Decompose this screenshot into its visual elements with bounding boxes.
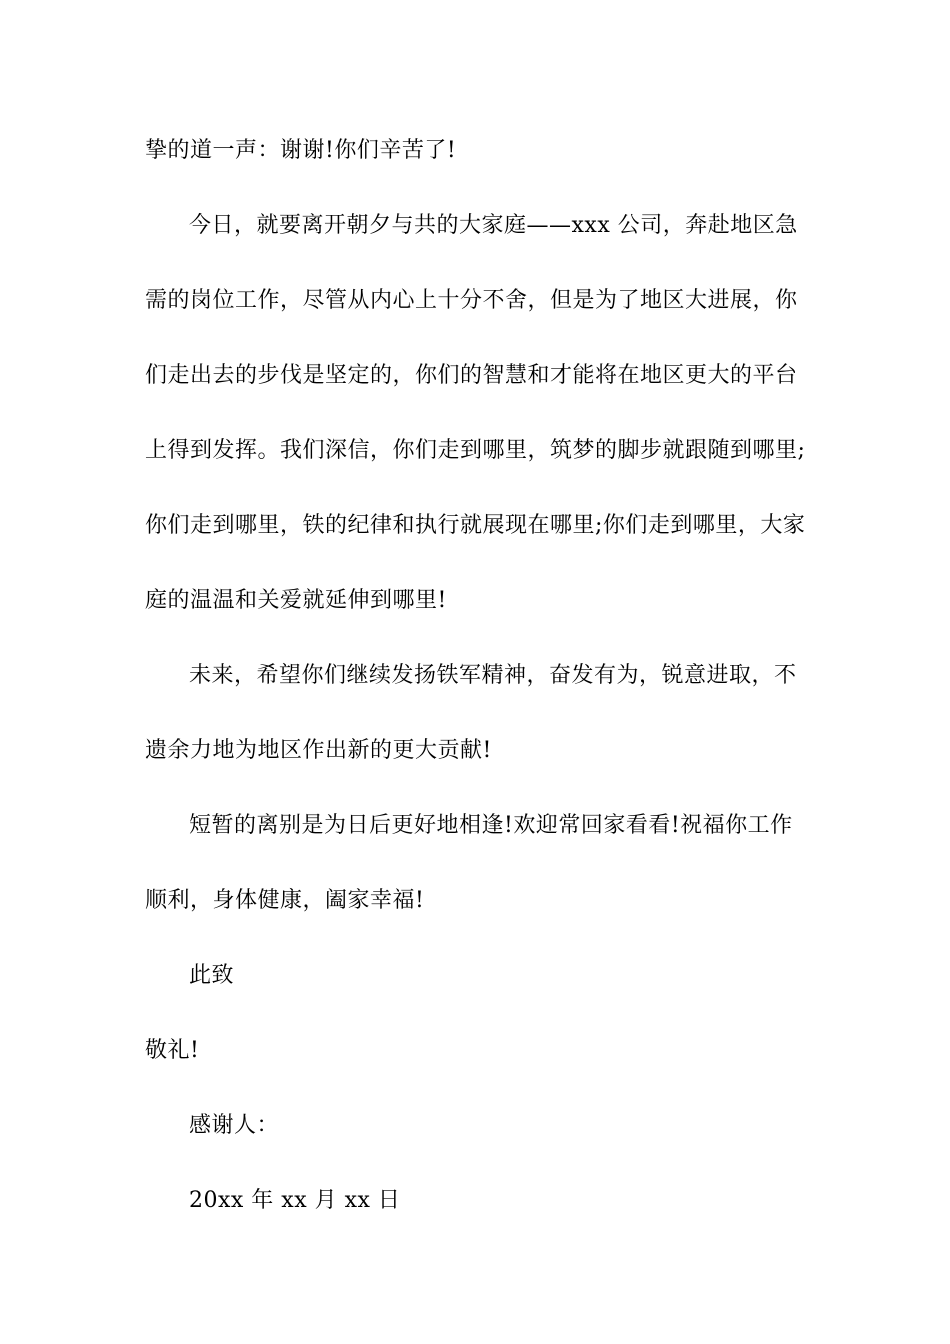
text-line: 上得到发挥。我们深信，你们走到哪里，筑梦的脚步就跟随到哪里; — [145, 438, 806, 463]
text-line: 们走出去的步伐是坚定的，你们的智慧和才能将在地区更大的平台 — [145, 363, 798, 388]
paragraph-first-line: 未来，希望你们继续发扬铁军精神，奋发有为，锐意进取，不 — [189, 663, 797, 688]
text-line: 顺利，身体健康，阖家幸福! — [145, 888, 425, 913]
date-line: 20xx 年 xx 月 xx 日 — [189, 1188, 401, 1213]
signature-label: 感谢人： — [189, 1113, 280, 1138]
text-line: 需的岗位工作，尽管从内心上十分不舍，但是为了地区大进展，你 — [145, 288, 798, 313]
closing-line: 此致 — [189, 963, 235, 988]
paragraph-first-line: 短暂的离别是为日后更好地相逢!欢迎常回家看看!祝福你工作 — [189, 813, 793, 838]
text-line: 庭的温温和关爱就延伸到哪里! — [145, 588, 447, 613]
text-line: 挚的道一声：谢谢!你们辛苦了! — [145, 138, 457, 163]
paragraph-first-line: 今日，就要离开朝夕与共的大家庭——xxx 公司，奔赴地区急 — [189, 213, 798, 238]
text-line: 你们走到哪里，铁的纪律和执行就展现在哪里;你们走到哪里，大家 — [145, 513, 806, 538]
salutation-line: 敬礼! — [145, 1038, 200, 1063]
text-line: 遗余力地为地区作出新的更大贡献! — [145, 738, 492, 763]
